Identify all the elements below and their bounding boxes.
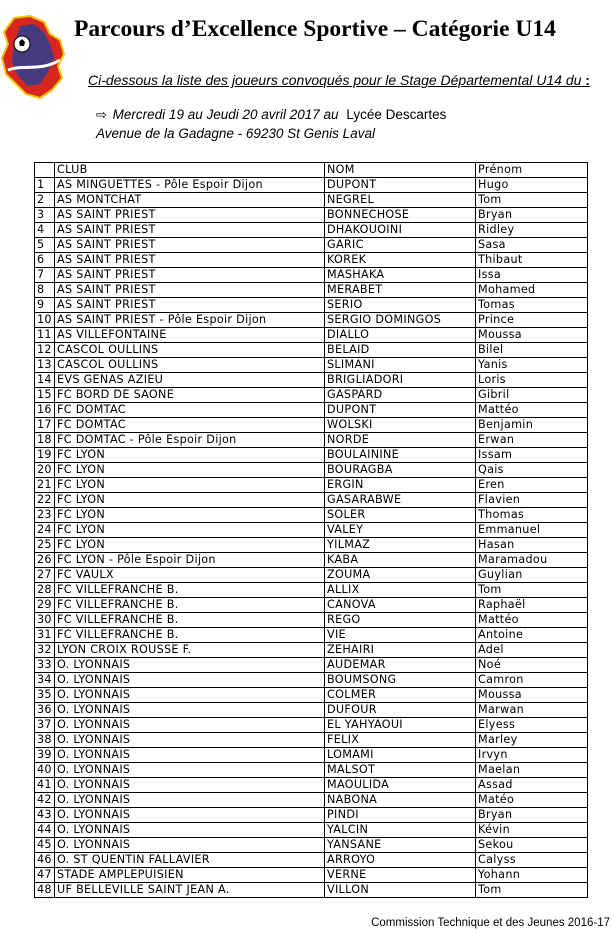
table-row bbox=[35, 733, 588, 748]
row-prenom: Yohann bbox=[476, 868, 588, 883]
table-row bbox=[35, 283, 588, 298]
table-row bbox=[35, 418, 588, 433]
table-row bbox=[35, 598, 588, 613]
row-prenom: Marwan bbox=[476, 703, 588, 718]
row-nom: DHAKOUOINI bbox=[325, 223, 476, 238]
row-number: 40 bbox=[35, 763, 55, 778]
table-row bbox=[35, 538, 588, 553]
row-nom: YALCIN bbox=[325, 823, 476, 838]
row-club: AS SAINT PRIEST bbox=[55, 268, 325, 283]
row-club: FC DOMTAC - Pôle Espoir Dijon bbox=[55, 433, 325, 448]
row-number: 1 bbox=[35, 178, 55, 193]
table-row bbox=[35, 553, 588, 568]
row-nom: ZEHAIRI bbox=[325, 643, 476, 658]
row-number: 12 bbox=[35, 343, 55, 358]
row-number: 36 bbox=[35, 703, 55, 718]
table-row bbox=[35, 358, 588, 373]
table-row bbox=[35, 658, 588, 673]
row-club: FC DOMTAC bbox=[55, 403, 325, 418]
row-number: 20 bbox=[35, 463, 55, 478]
table-row bbox=[35, 253, 588, 268]
row-club: O. LYONNAIS bbox=[55, 703, 325, 718]
table-row bbox=[35, 793, 588, 808]
table-row bbox=[35, 523, 588, 538]
row-number: 11 bbox=[35, 328, 55, 343]
row-number: 22 bbox=[35, 493, 55, 508]
row-prenom: Mattéo bbox=[476, 403, 588, 418]
row-club: O. LYONNAIS bbox=[55, 838, 325, 853]
row-nom: AUDEMAR bbox=[325, 658, 476, 673]
row-club: FC VILLEFRANCHE B. bbox=[55, 583, 325, 598]
row-prenom: Guylian bbox=[476, 568, 588, 583]
row-nom: KABA bbox=[325, 553, 476, 568]
row-nom: VERNE bbox=[325, 868, 476, 883]
row-prenom: Elyess bbox=[476, 718, 588, 733]
table-row bbox=[35, 478, 588, 493]
row-number: 32 bbox=[35, 643, 55, 658]
table-row bbox=[35, 703, 588, 718]
table-row bbox=[35, 313, 588, 328]
row-prenom: Loris bbox=[476, 373, 588, 388]
row-club: O. LYONNAIS bbox=[55, 763, 325, 778]
row-prenom: Erwan bbox=[476, 433, 588, 448]
row-club: CASCOL OULLINS bbox=[55, 343, 325, 358]
row-club: O. LYONNAIS bbox=[55, 793, 325, 808]
row-prenom: Camron bbox=[476, 673, 588, 688]
row-nom: GASPARD bbox=[325, 388, 476, 403]
table-row bbox=[35, 688, 588, 703]
row-club: CASCOL OULLINS bbox=[55, 358, 325, 373]
row-number: 29 bbox=[35, 598, 55, 613]
right-arrow-icon: ⇨ bbox=[96, 107, 107, 122]
row-club: AS SAINT PRIEST bbox=[55, 298, 325, 313]
row-nom: MERABET bbox=[325, 283, 476, 298]
row-club: FC LYON - Pôle Espoir Dijon bbox=[55, 553, 325, 568]
row-club: FC LYON bbox=[55, 493, 325, 508]
row-club: AS MONTCHAT bbox=[55, 193, 325, 208]
row-club: O. LYONNAIS bbox=[55, 778, 325, 793]
row-number: 41 bbox=[35, 778, 55, 793]
row-club: O. ST QUENTIN FALLAVIER bbox=[55, 853, 325, 868]
header-nom: NOM bbox=[325, 163, 476, 178]
row-club: AS SAINT PRIEST bbox=[55, 208, 325, 223]
row-club: FC VILLEFRANCHE B. bbox=[55, 598, 325, 613]
table-row bbox=[35, 868, 588, 883]
table-row bbox=[35, 823, 588, 838]
row-prenom: Hugo bbox=[476, 178, 588, 193]
row-nom: YANSANE bbox=[325, 838, 476, 853]
row-number: 18 bbox=[35, 433, 55, 448]
table-row bbox=[35, 448, 588, 463]
table-row bbox=[35, 433, 588, 448]
row-nom: VIE bbox=[325, 628, 476, 643]
table-row bbox=[35, 493, 588, 508]
row-number: 2 bbox=[35, 193, 55, 208]
table-row bbox=[35, 343, 588, 358]
row-nom: BOULAININE bbox=[325, 448, 476, 463]
row-club: O. LYONNAIS bbox=[55, 718, 325, 733]
row-prenom: Eren bbox=[476, 478, 588, 493]
row-prenom: Matéo bbox=[476, 793, 588, 808]
table-row bbox=[35, 778, 588, 793]
row-club: FC VAULX bbox=[55, 568, 325, 583]
row-nom: CANOVA bbox=[325, 598, 476, 613]
row-prenom: Moussa bbox=[476, 688, 588, 703]
table-row bbox=[35, 643, 588, 658]
table-row bbox=[35, 583, 588, 598]
row-number: 45 bbox=[35, 838, 55, 853]
table-row bbox=[35, 388, 588, 403]
row-prenom: Flavien bbox=[476, 493, 588, 508]
district-logo bbox=[0, 14, 68, 100]
table-row bbox=[35, 718, 588, 733]
row-club: AS SAINT PRIEST bbox=[55, 283, 325, 298]
row-prenom: Yanis bbox=[476, 358, 588, 373]
row-number: 34 bbox=[35, 673, 55, 688]
row-prenom: Issa bbox=[476, 268, 588, 283]
row-club: FC BORD DE SAONE bbox=[55, 388, 325, 403]
row-prenom: Tom bbox=[476, 883, 588, 898]
row-prenom: Hasan bbox=[476, 538, 588, 553]
row-prenom: Qais bbox=[476, 463, 588, 478]
row-club: FC DOMTAC bbox=[55, 418, 325, 433]
row-club: FC VILLEFRANCHE B. bbox=[55, 613, 325, 628]
row-number: 44 bbox=[35, 823, 55, 838]
row-number: 23 bbox=[35, 508, 55, 523]
stage-venue: Lycée Descartes bbox=[346, 107, 447, 122]
table-row bbox=[35, 838, 588, 853]
intro-sentence: Ci-dessous la liste des joueurs convoqués pour le Stage Départemental U14 du bbox=[88, 72, 582, 88]
row-club: AS SAINT PRIEST bbox=[55, 238, 325, 253]
players-table bbox=[34, 162, 588, 898]
row-nom: BELAID bbox=[325, 343, 476, 358]
table-row bbox=[35, 178, 588, 193]
table-header-row bbox=[35, 163, 588, 178]
table-row bbox=[35, 208, 588, 223]
row-prenom: Antoine bbox=[476, 628, 588, 643]
intro-text bbox=[88, 72, 590, 88]
row-nom: WOLSKI bbox=[325, 418, 476, 433]
row-club: O. LYONNAIS bbox=[55, 823, 325, 838]
row-nom: MASHAKA bbox=[325, 268, 476, 283]
row-number: 8 bbox=[35, 283, 55, 298]
table-row bbox=[35, 628, 588, 643]
row-prenom: Assad bbox=[476, 778, 588, 793]
row-nom: DUPONT bbox=[325, 403, 476, 418]
row-nom: DUPONT bbox=[325, 178, 476, 193]
row-club: O. LYONNAIS bbox=[55, 808, 325, 823]
row-number: 33 bbox=[35, 658, 55, 673]
row-number: 42 bbox=[35, 793, 55, 808]
row-prenom: Sekou bbox=[476, 838, 588, 853]
row-prenom: Tomas bbox=[476, 298, 588, 313]
table-row bbox=[35, 508, 588, 523]
row-number: 39 bbox=[35, 748, 55, 763]
table-row bbox=[35, 883, 588, 898]
row-prenom: Adel bbox=[476, 643, 588, 658]
row-nom: GASARABWE bbox=[325, 493, 476, 508]
row-nom: VALEY bbox=[325, 523, 476, 538]
row-prenom: Irvyn bbox=[476, 748, 588, 763]
row-number: 6 bbox=[35, 253, 55, 268]
row-nom: SOLER bbox=[325, 508, 476, 523]
table-row bbox=[35, 328, 588, 343]
row-nom: COLMER bbox=[325, 688, 476, 703]
row-club: FC LYON bbox=[55, 508, 325, 523]
row-number: 16 bbox=[35, 403, 55, 418]
row-nom: PINDI bbox=[325, 808, 476, 823]
table-row bbox=[35, 238, 588, 253]
table-row bbox=[35, 748, 588, 763]
table-row bbox=[35, 268, 588, 283]
table-row bbox=[35, 568, 588, 583]
table-row bbox=[35, 673, 588, 688]
row-number: 17 bbox=[35, 418, 55, 433]
row-nom: NABONA bbox=[325, 793, 476, 808]
row-nom: FELIX bbox=[325, 733, 476, 748]
row-nom: KOREK bbox=[325, 253, 476, 268]
row-prenom: Tom bbox=[476, 583, 588, 598]
row-prenom: Maelan bbox=[476, 763, 588, 778]
row-nom: VILLON bbox=[325, 883, 476, 898]
stage-date-range: Mercredi 19 au Jeudi 20 avril 2017 au bbox=[112, 107, 339, 122]
row-number: 5 bbox=[35, 238, 55, 253]
row-prenom: Issam bbox=[476, 448, 588, 463]
row-nom: EL YAHYAOUI bbox=[325, 718, 476, 733]
row-prenom: Bryan bbox=[476, 808, 588, 823]
row-prenom: Bilel bbox=[476, 343, 588, 358]
row-number: 46 bbox=[35, 853, 55, 868]
row-prenom: Mattéo bbox=[476, 613, 588, 628]
row-nom: ERGIN bbox=[325, 478, 476, 493]
row-club: O. LYONNAIS bbox=[55, 673, 325, 688]
row-club: AS MINGUETTES - Pôle Espoir Dijon bbox=[55, 178, 325, 193]
stage-dates bbox=[96, 107, 446, 123]
row-number: 37 bbox=[35, 718, 55, 733]
row-number: 3 bbox=[35, 208, 55, 223]
footer-text: Commission Technique et des Jeunes 2016-17 bbox=[371, 917, 610, 929]
row-number: 24 bbox=[35, 523, 55, 538]
row-club: AS SAINT PRIEST bbox=[55, 223, 325, 238]
row-nom: MAOULIDA bbox=[325, 778, 476, 793]
row-nom: ARROYO bbox=[325, 853, 476, 868]
row-number: 10 bbox=[35, 313, 55, 328]
row-prenom: Thomas bbox=[476, 508, 588, 523]
row-number: 7 bbox=[35, 268, 55, 283]
row-club: FC LYON bbox=[55, 463, 325, 478]
row-club: O. LYONNAIS bbox=[55, 658, 325, 673]
row-nom: DIALLO bbox=[325, 328, 476, 343]
row-number: 14 bbox=[35, 373, 55, 388]
row-club: AS SAINT PRIEST bbox=[55, 253, 325, 268]
row-prenom: Marley bbox=[476, 733, 588, 748]
row-nom: LOMAMI bbox=[325, 748, 476, 763]
row-prenom: Calyss bbox=[476, 853, 588, 868]
row-club: AS SAINT PRIEST - Pôle Espoir Dijon bbox=[55, 313, 325, 328]
row-nom: NEGREL bbox=[325, 193, 476, 208]
row-nom: MALSOT bbox=[325, 763, 476, 778]
row-club: EVS GENAS AZIEU bbox=[55, 373, 325, 388]
table-row bbox=[35, 298, 588, 313]
row-nom: ZOUMA bbox=[325, 568, 476, 583]
row-number: 47 bbox=[35, 868, 55, 883]
row-nom: BONNECHOSE bbox=[325, 208, 476, 223]
row-prenom: Prince bbox=[476, 313, 588, 328]
row-club: FC LYON bbox=[55, 523, 325, 538]
row-prenom: Mohamed bbox=[476, 283, 588, 298]
row-number: 30 bbox=[35, 613, 55, 628]
row-nom: SERGIO DOMINGOS bbox=[325, 313, 476, 328]
table-row bbox=[35, 193, 588, 208]
row-number: 38 bbox=[35, 733, 55, 748]
row-nom: YILMAZ bbox=[325, 538, 476, 553]
row-number: 35 bbox=[35, 688, 55, 703]
header-number bbox=[35, 163, 55, 178]
row-nom: SLIMANI bbox=[325, 358, 476, 373]
row-nom: GARIC bbox=[325, 238, 476, 253]
stage-address: Avenue de la Gadagne - 69230 St Genis Laval bbox=[96, 126, 375, 141]
header-club: CLUB bbox=[55, 163, 325, 178]
table-row bbox=[35, 808, 588, 823]
table-row bbox=[35, 613, 588, 628]
row-number: 28 bbox=[35, 583, 55, 598]
row-prenom: Benjamin bbox=[476, 418, 588, 433]
row-club: FC VILLEFRANCHE B. bbox=[55, 628, 325, 643]
row-prenom: Raphaël bbox=[476, 598, 588, 613]
header-prenom: Prénom bbox=[476, 163, 588, 178]
table-row bbox=[35, 223, 588, 238]
row-prenom: Noé bbox=[476, 658, 588, 673]
row-club: STADE AMPLEPUISIEN bbox=[55, 868, 325, 883]
row-number: 4 bbox=[35, 223, 55, 238]
row-nom: REGO bbox=[325, 613, 476, 628]
row-nom: BRIGLIADORI bbox=[325, 373, 476, 388]
row-prenom: Emmanuel bbox=[476, 523, 588, 538]
row-prenom: Thibaut bbox=[476, 253, 588, 268]
table-row bbox=[35, 463, 588, 478]
table-row bbox=[35, 373, 588, 388]
row-club: FC LYON bbox=[55, 538, 325, 553]
row-nom: DUFOUR bbox=[325, 703, 476, 718]
row-nom: BOUMSONG bbox=[325, 673, 476, 688]
row-number: 48 bbox=[35, 883, 55, 898]
row-club: FC LYON bbox=[55, 448, 325, 463]
row-number: 43 bbox=[35, 808, 55, 823]
players-table-body bbox=[35, 178, 588, 898]
intro-colon: : bbox=[585, 72, 590, 88]
row-nom: SERIO bbox=[325, 298, 476, 313]
row-number: 15 bbox=[35, 388, 55, 403]
row-club: LYON CROIX ROUSSE F. bbox=[55, 643, 325, 658]
row-prenom: Tom bbox=[476, 193, 588, 208]
row-number: 26 bbox=[35, 553, 55, 568]
row-club: FC LYON bbox=[55, 478, 325, 493]
row-number: 27 bbox=[35, 568, 55, 583]
row-prenom: Gibril bbox=[476, 388, 588, 403]
row-number: 31 bbox=[35, 628, 55, 643]
row-club: O. LYONNAIS bbox=[55, 733, 325, 748]
row-prenom: Ridley bbox=[476, 223, 588, 238]
row-nom: BOURAGBA bbox=[325, 463, 476, 478]
page-title: Parcours d’Excellence Sportive – Catégorie U14 bbox=[74, 16, 556, 42]
row-nom: NORDE bbox=[325, 433, 476, 448]
row-prenom: Maramadou bbox=[476, 553, 588, 568]
row-club: UF BELLEVILLE SAINT JEAN A. bbox=[55, 883, 325, 898]
row-club: O. LYONNAIS bbox=[55, 688, 325, 703]
table-row bbox=[35, 763, 588, 778]
row-nom: ALLIX bbox=[325, 583, 476, 598]
row-prenom: Bryan bbox=[476, 208, 588, 223]
table-row bbox=[35, 403, 588, 418]
row-club: AS VILLEFONTAINE bbox=[55, 328, 325, 343]
row-number: 13 bbox=[35, 358, 55, 373]
row-prenom: Kévin bbox=[476, 823, 588, 838]
table-row bbox=[35, 853, 588, 868]
row-number: 21 bbox=[35, 478, 55, 493]
row-prenom: Moussa bbox=[476, 328, 588, 343]
row-prenom: Sasa bbox=[476, 238, 588, 253]
row-number: 9 bbox=[35, 298, 55, 313]
row-number: 25 bbox=[35, 538, 55, 553]
row-number: 19 bbox=[35, 448, 55, 463]
row-club: O. LYONNAIS bbox=[55, 748, 325, 763]
